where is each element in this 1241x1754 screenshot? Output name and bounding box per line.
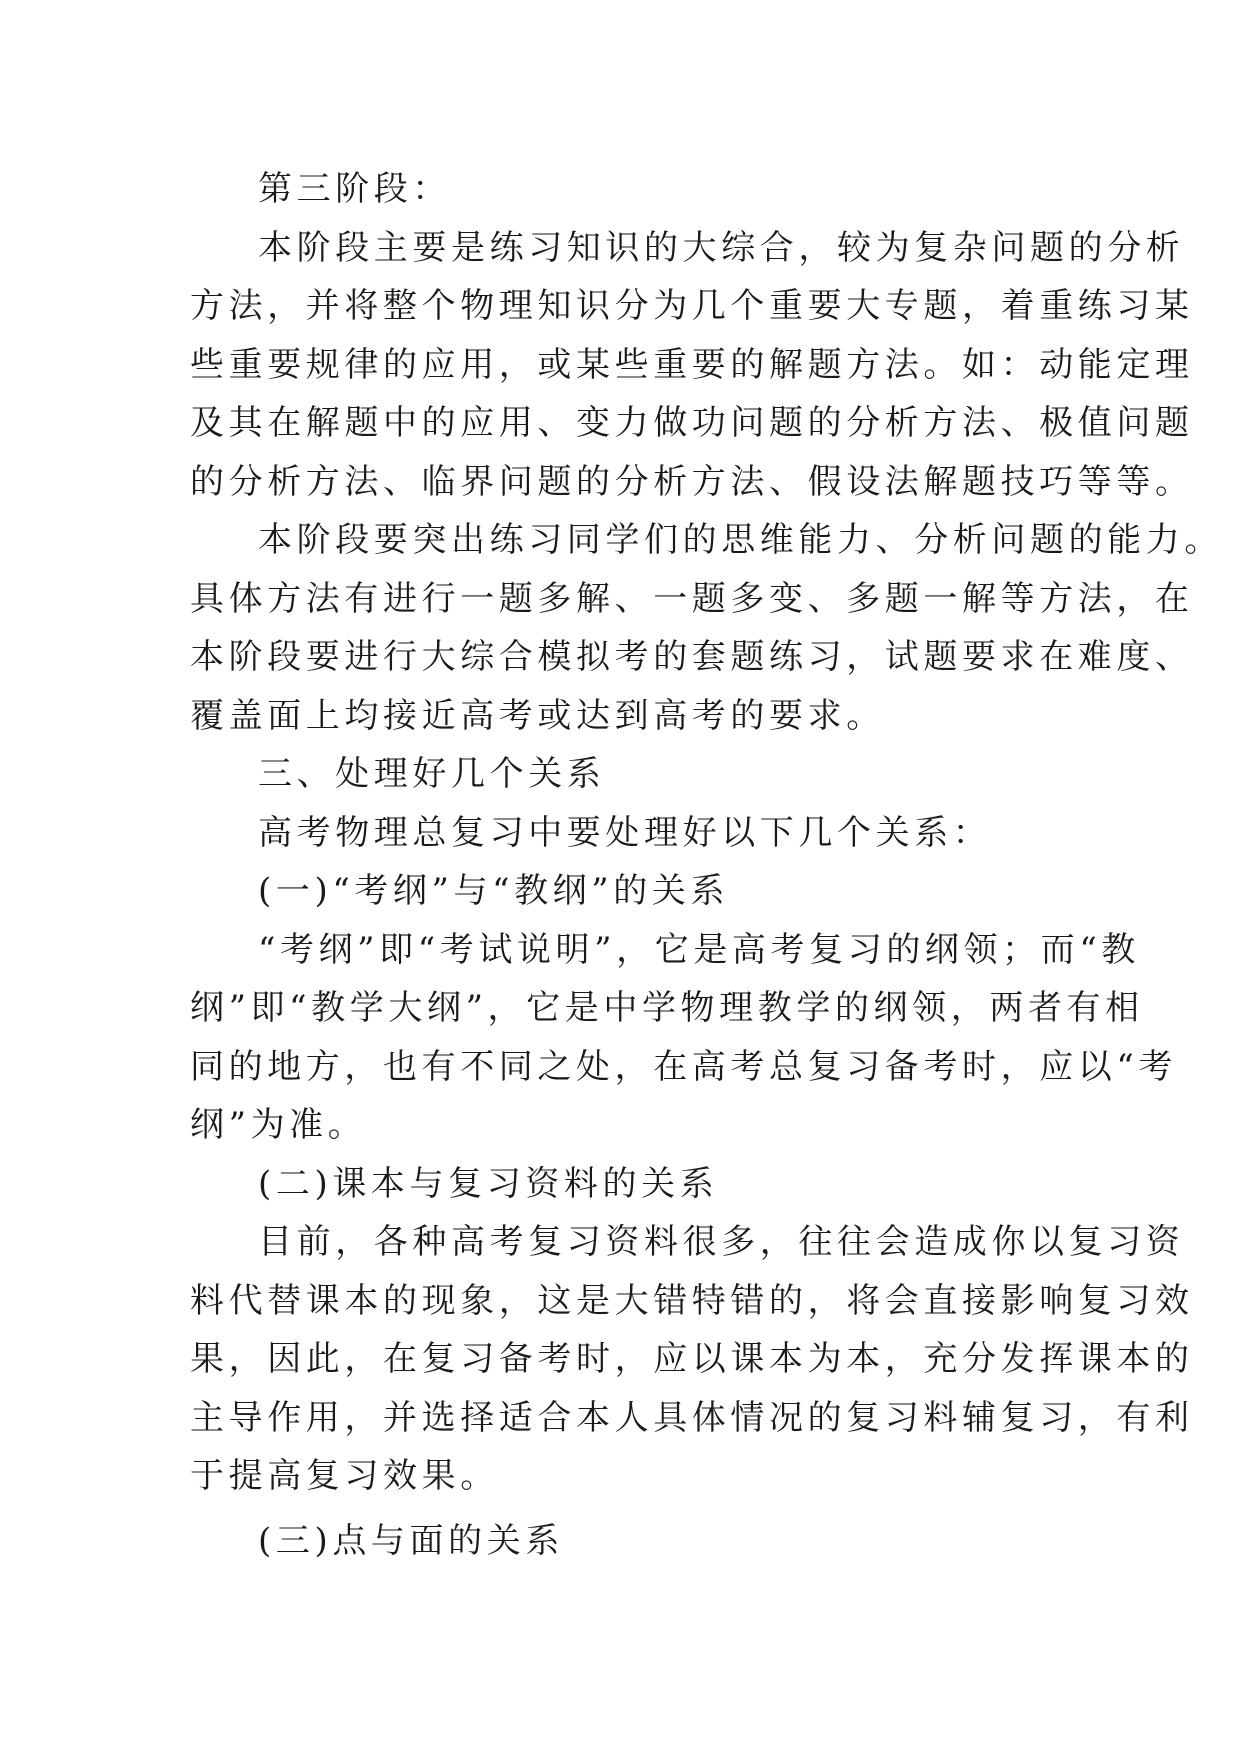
subsection-heading-two: (二)课本与复习资料的关系 [258,1163,719,1204]
paragraph-line: 主导作用，并选择适合本人具体情况的复习料辅复习，有利 [190,1397,1194,1438]
paragraph-line: 及其在解题中的应用、变力做功问题的分析方法、极值问题 [190,403,1194,443]
subsection-heading-one: (一)“考纲”与“教纲”的关系 [258,871,730,911]
section-heading-stage-three: 第三阶段： [258,169,451,209]
paragraph-line: 纲”即“教学大纲”，它是中学物理教学的纲领，两者有相 [190,988,1144,1028]
paragraph-line: 目前，各种高考复习资料很多，往往会造成你以复习资 [258,1222,1185,1262]
paragraph-line: 的分析方法、临界问题的分析方法、假设法解题技巧等等。 [190,461,1194,502]
paragraph-line: 些重要规律的应用，或某些重要的解题方法。如：动能定理 [190,344,1194,385]
document-page [190,160,1223,1570]
paragraph-line: 于提高复习效果。 [190,1456,499,1496]
section-heading-relations: 三、处理好几个关系 [258,754,606,794]
paragraph-line: 方法，并将整个物理知识分为几个重要大专题，着重练习某 [190,286,1194,326]
paragraph-line: 本阶段主要是练习知识的大综合，较为复杂问题的分析 [258,227,1185,268]
paragraph-line: 纲”为准。 [190,1105,367,1145]
paragraph-line: 具体方法有进行一题多解、一题多变、多题一解等方法，在 [190,578,1194,619]
paragraph-line: “考纲”即“考试说明”，它是高考复习的纲领；而“教 [258,929,1140,970]
paragraph-line: 果，因此，在复习备考时，应以课本为本，充分发挥课本的 [190,1339,1194,1379]
paragraph-line: 高考物理总复习中要处理好以下几个关系： [258,812,992,853]
paragraph-line: 本阶段要突出练习同学们的思维能力、分析问题的能力。 [258,520,1223,560]
paragraph-line: 同的地方，也有不同之处，在高考总复习备考时，应以“考 [190,1046,1177,1087]
paragraph-line: 本阶段要进行大综合模拟考的套题练习，试题要求在难度、 [190,637,1194,677]
paragraph-line: 料代替课本的现象，这是大错特错的，将会直接影响复习效 [190,1280,1194,1321]
paragraph-line: 覆盖面上均接近高考或达到高考的要求。 [190,695,885,736]
subsection-heading-three: (三)点与面的关系 [258,1520,564,1561]
